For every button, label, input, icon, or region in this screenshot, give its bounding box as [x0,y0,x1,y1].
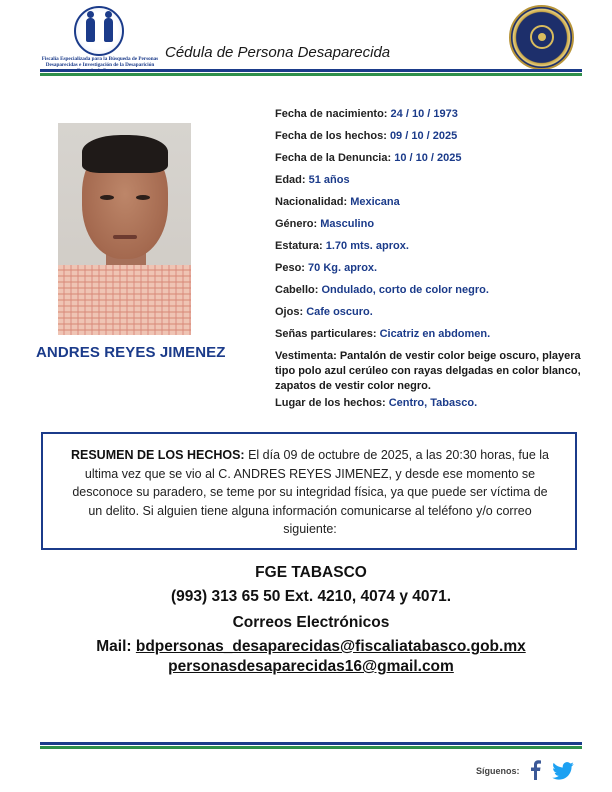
contact-org: FGE TABASCO [255,564,367,581]
detail-label: Edad: [275,174,306,186]
detail-label: Vestimenta: [275,350,337,362]
detail-value: Mexicana [350,196,400,208]
detail-row-hair [275,283,585,305]
person-photo [58,123,191,335]
person-name: ANDRES REYES JIMENEZ [36,344,226,361]
detail-value: Ondulado, corto de color negro. [321,284,489,296]
contact-phone[interactable]: (993) 313 65 50 Ext. 4210, 4074 y 4071. [170,588,452,605]
detail-label: Señas particulares: [275,328,377,340]
detail-row-nationality [275,195,585,217]
agency-logo-text: Fiscalía Especializada para la Búsqueda de Personas Desaparecidas e Investigación de la Desaparición [41,56,159,68]
header-rule-blue [40,69,582,72]
header-rule-green [40,73,582,76]
summary-label: RESUMEN DE LOS HECHOS: [70,448,245,462]
detail-value: Cafe oscuro. [306,306,373,318]
detail-value: 1.70 mts. aprox. [325,240,409,252]
detail-label: Ojos: [275,306,304,318]
detail-label: Género: [275,218,318,230]
follow-label: Síguenos: [476,766,520,776]
document-title: Cédula de Persona Desaparecida [165,44,391,61]
footer-rule-green [40,746,582,749]
person-details [275,107,585,418]
detail-row-age [275,173,585,195]
detail-row-gender [275,217,585,239]
facebook-icon[interactable] [528,760,542,780]
email-link-secondary[interactable]: personasdesaparecidas16@gmail.com [168,658,454,675]
detail-row-clothing [275,349,585,394]
detail-label: Fecha de nacimiento: [275,108,388,120]
detail-row-weight [275,261,585,283]
footer-rule-blue [40,742,582,745]
incident-summary-box [41,432,577,550]
detail-row-eyes [275,305,585,327]
detail-value: Pantalón de vestir color beige oscuro, playera tipo polo azul cerúleo con rayas delgadas en color blanco, zapatos de vestir color negro. [275,350,581,392]
detail-label: Nacionalidad: [275,196,348,208]
detail-row-location [275,396,585,418]
detail-row-marks [275,327,585,349]
detail-value: Masculino [320,218,375,230]
summary-text: El día 09 de octubre de 2025, a las 20:30 horas, fue la ultima vez que se vio al C. ANDRES REYES JIMENEZ, y desde ese momento se desconoce su paradero, se teme por su integridad física, ya que puede ser víctima de un delito. Si alguien tiene alguna información comunicarse al teléfono y/o correo siguiente: [72,448,550,536]
detail-row-height [275,239,585,261]
detail-label: Fecha de la Denuncia: [275,152,392,164]
mail-label: Mail: [96,638,132,655]
detail-value: 70 Kg. aprox. [308,262,378,274]
detail-label: Peso: [275,262,305,274]
detail-label: Estatura: [275,240,323,252]
detail-value: Cicatriz en abdomen. [379,328,491,340]
state-seal-icon [509,5,574,70]
detail-row-incident-date [275,129,585,151]
contact-emails-heading: Correos Electrónicos [232,614,390,631]
twitter-icon[interactable] [552,762,574,780]
email-link-primary[interactable]: bdpersonas_desaparecidas@fiscaliatabasco.gob.mx [135,638,526,655]
detail-label: Cabello: [275,284,319,296]
detail-row-report-date [275,151,585,173]
detail-value: 24 / 10 / 1973 [390,108,458,120]
contact-mail-line [40,636,582,657]
detail-row-birthdate [275,107,585,129]
detail-value: 10 / 10 / 2025 [394,152,462,164]
detail-value: 09 / 10 / 2025 [389,130,458,142]
detail-value: Centro, Tabasco. [388,397,478,409]
detail-value: 51 años [308,174,350,186]
detail-label: Lugar de los hechos: [275,397,386,409]
contact-section [40,562,582,677]
agency-emblem-icon [74,6,124,56]
detail-label: Fecha de los hechos: [275,130,387,142]
